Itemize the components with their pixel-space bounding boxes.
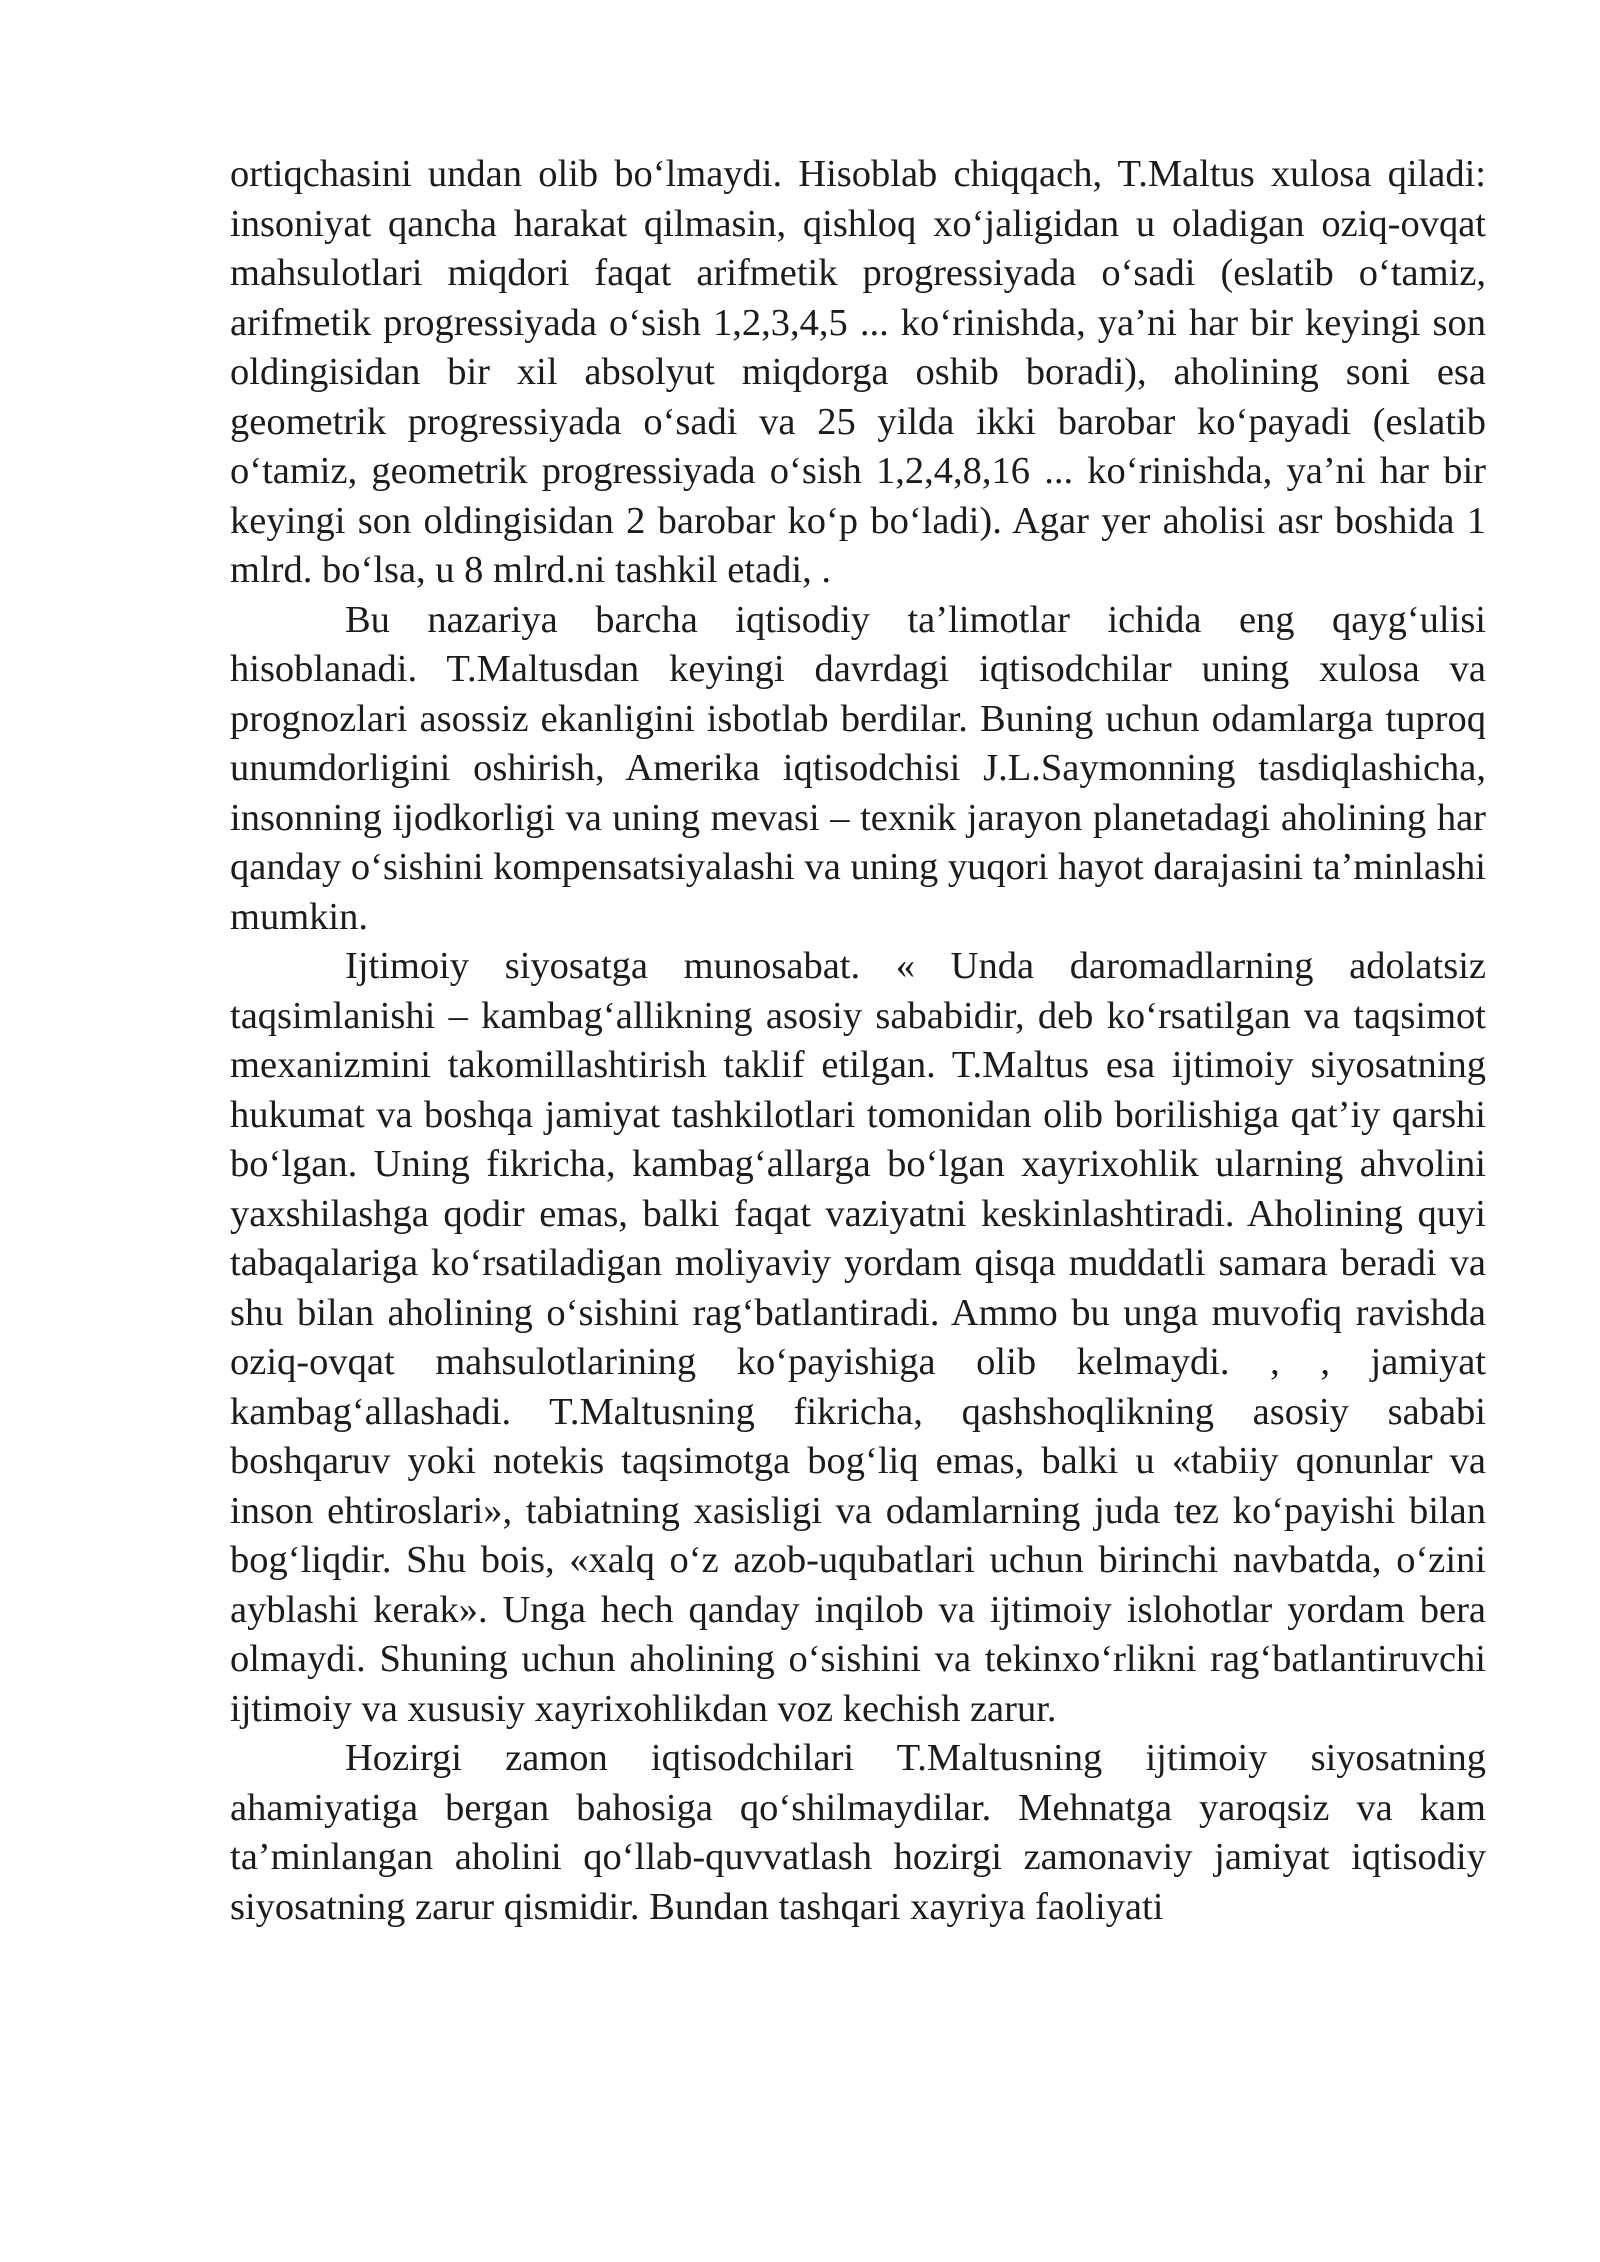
paragraph-3: Ijtimoiy siyosatga munosabat. « Unda daromadlarning adolatsiz taqsimlanishi – kambag‘allikning asosiy sababidir, deb ko‘rsatilgan va taqsimot mexanizmini takomillashtirish taklif etilgan. T.Maltus esa ijtimoiy siyosatning hukumat va boshqa jamiyat tashkilotlari tomonidan olib borilishiga qat’iy qarshi bo‘lgan. Uning fikricha, kambag‘allarga bo‘lgan xayrixohlik ularning ahvolini yaxshilashga qodir emas, balki faqat vaziyatni keskinlashtiradi. Aholining quyi tabaqalariga ko‘rsatiladigan moliyaviy yordam qisqa muddatli samara beradi va shu bilan aholining o‘sishini rag‘batlantiradi. Ammo bu unga muvofiq ravishda oziq-ovqat mahsulotlarining ko‘payishiga olib kelmaydi. , , jamiyat kambag‘allashadi. T.Maltusning fikricha, qashshoqlikning asosiy sababi boshqaruv yoki notekis taqsimotga bog‘liq emas, balki u «tabiiy qonunlar va inson ehtiroslari», tabiatning xasisligi va odamlarning juda tez ko‘payishi bilan bog‘liqdir. Shu bois, «xalq o‘z azob-uqubatlari uchun birinchi navbatda, o‘zini ayblashi kerak». Unga hech qanday inqilob va ijtimoiy islohotlar yordam bera olmaydi. Shuning uchun aholining o‘sishini va tekinxo‘rlikni rag‘batlantiruvchi ijtimoiy va xususiy xayrixohlikdan voz kechish zarur. [230,945,1486,1730]
body-text [230,150,1486,1932]
paragraph-1: ortiqchasini undan olib bo‘lmaydi. Hisoblab chiqqach, T.Maltus xulosa qiladi: insoniyat qancha harakat qilmasin, qishloq xo‘jaligidan u oladigan oziq-ovqat mahsulotlari miqdori faqat arifmetik progressiyada o‘sadi (eslatib o‘tamiz, arifmetik progressiyada o‘sish 1,2,3,4,5 ... ko‘rinishda, ya’ni har bir keyingi son oldingisidan bir xil absolyut miqdorga oshib boradi), aholining soni esa geometrik progressiyada o‘sadi va 25 yilda ikki barobar ko‘payadi (eslatib o‘tamiz, geometrik progressiyada o‘sish 1,2,4,8,16 ... ko‘rinishda, ya’ni har bir keyingi son oldingisidan 2 barobar ko‘p bo‘ladi). Agar yer aholisi asr boshida 1 mlrd. bo‘lsa, u 8 mlrd.ni tashkil etadi, . [230,153,1486,591]
paragraph-4: Hozirgi zamon iqtisodchilari T.Maltusning ijtimoiy siyosatning ahamiyatiga bergan bahosiga qo‘shilmaydilar. Mehnatga yaroqsiz va kam ta’minlangan aholini qo‘llab-quvvatlash hozirgi zamonaviy jamiyat iqtisodiy siyosatning zarur qismidir. Bundan tashqari xayriya faoliyati [230,1737,1486,1928]
paragraph-2: Bu nazariya barcha iqtisodiy ta’limotlar ichida eng qayg‘ulisi hisoblanadi. T.Maltusdan keyingi davrdagi iqtisodchilar uning xulosa va prognozlari asossiz ekanligini isbotlab berdilar. Buning uchun odamlarga tuproq unumdorligini oshirish, Amerika iqtisodchisi J.L.Saymonning tasdiqlashicha, insonning ijodkorligi va uning mevasi – texnik jarayon planetadagi aholining har qanday o‘sishini kompensatsiyalashi va uning yuqori hayot darajasini ta’minlashi mumkin. [230,598,1486,938]
